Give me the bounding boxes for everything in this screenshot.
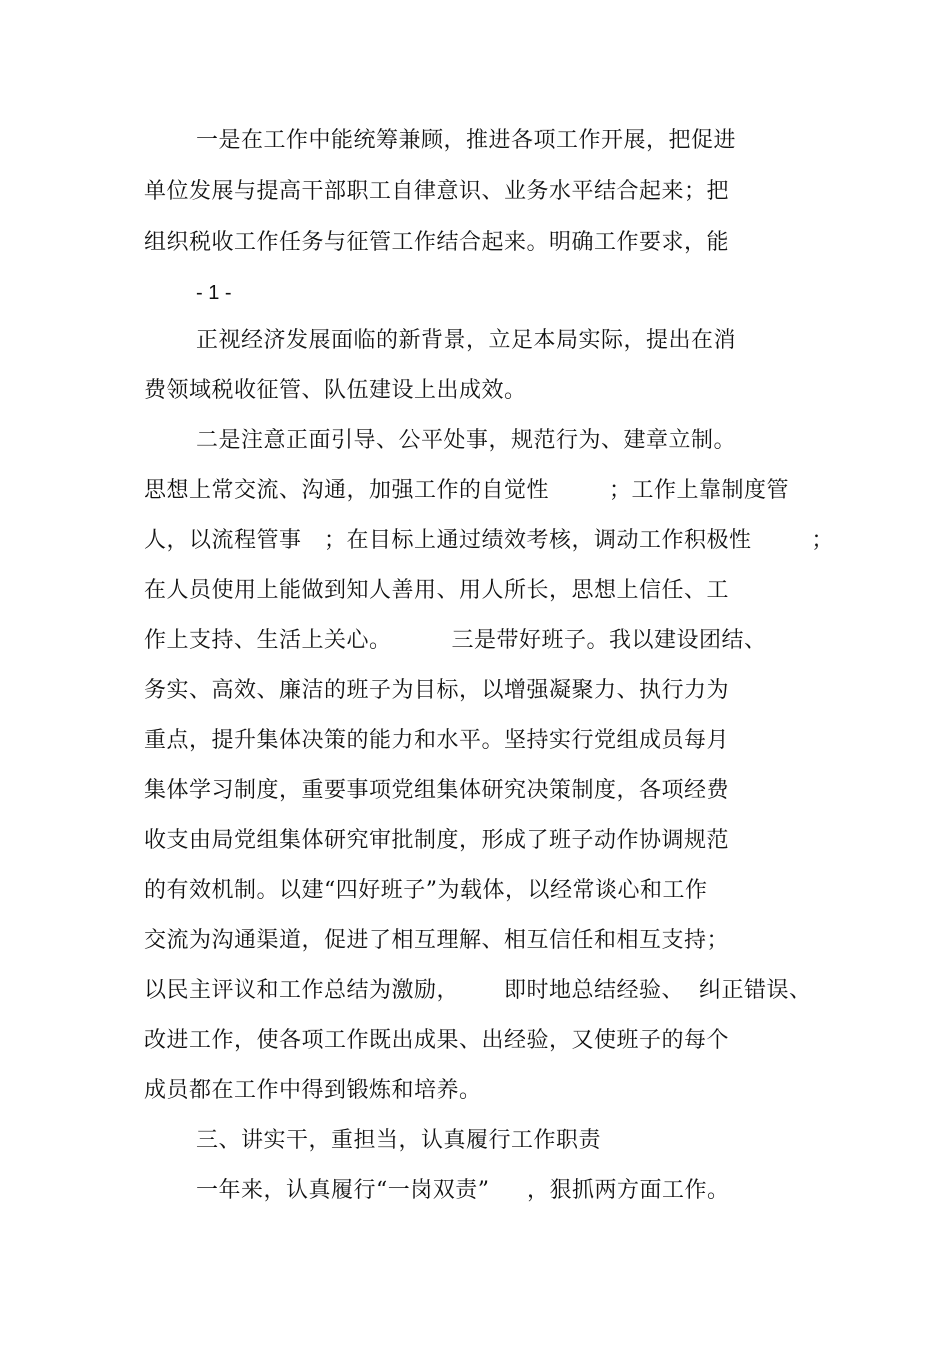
text-line: 集体学习制度，重要事项党组集体研究决策制度，各项经费 (144, 778, 730, 803)
text-line: 思想上常交流、沟通，加强工作的自觉性 ；工作上靠制度管 (144, 478, 789, 503)
page-number: - 1 - (196, 282, 232, 304)
text-line: 重点，提升集体决策的能力和水平。坚持实行党组成员每月 (144, 728, 730, 753)
text-line: 二是注意正面引导、公平处事，规范行为、建章立制。 (196, 428, 737, 453)
text-line: 人，以流程管事 ；在目标上通过绩效考核，调动工作积极性 ； (144, 528, 834, 553)
text-line: 在人员使用上能做到知人善用、用人所长，思想上信任、工 (144, 578, 730, 603)
text-line: 费领域税收征管、队伍建设上出成效。 (144, 378, 527, 403)
section-heading: 三、讲实干，重担当，认真履行工作职责 (196, 1128, 602, 1153)
text-line: 务实、高效、廉洁的班子为目标，以增强凝聚力、执行力为 (144, 678, 730, 703)
text-line: 正视经济发展面临的新背景，立足本局实际，提出在消 (196, 328, 737, 353)
text-line: 交流为沟通渠道，促进了相互理解、相互信任和相互支持； (144, 928, 730, 953)
text-line: 的有效机制。以建“四好班子”为载体，以经常谈心和工作 (144, 878, 708, 903)
text-line: 改进工作，使各项工作既出成果、出经验，又使班子的每个 (144, 1028, 730, 1053)
text-line: 收支由局党组集体研究审批制度，形成了班子动作协调规范 (144, 828, 730, 853)
text-line: 作上支持、生活上关心。 三是带好班子。我以建设团结、 (144, 628, 767, 653)
text-line: 成员都在工作中得到锻炼和培养。 (144, 1078, 482, 1103)
text-line: 以民主评议和工作总结为激励， 即时地总结经验、 纠正错误、 (144, 978, 812, 1003)
text-line: 组织税收工作任务与征管工作结合起来。明确工作要求，能 (144, 230, 730, 255)
text-line: 单位发展与提高干部职工自律意识、业务水平结合起来；把 (144, 179, 730, 204)
text-line: 一是在工作中能统筹兼顾，推进各项工作开展，把促进 (196, 128, 737, 153)
text-line: 一年来，认真履行“一岗双责” ，狠抓两方面工作。 (196, 1178, 730, 1203)
